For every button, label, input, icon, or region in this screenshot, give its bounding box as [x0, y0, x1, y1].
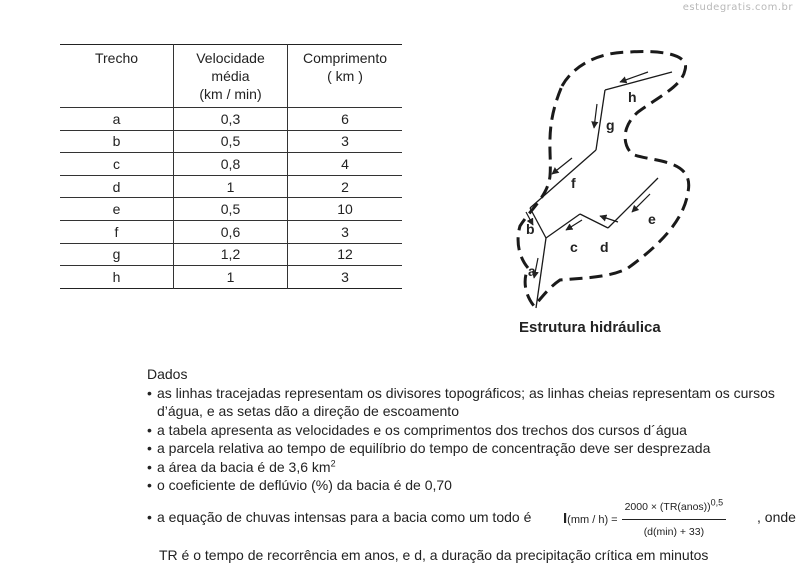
stream-network	[530, 72, 672, 308]
cell-comprimento: 3	[288, 130, 403, 153]
arrow-h	[620, 72, 648, 82]
cell-comprimento: 10	[288, 198, 403, 221]
table-row	[60, 175, 402, 198]
dados-section	[147, 365, 797, 544]
formula-suffix: , onde	[757, 508, 796, 525]
cell-trecho: d	[112, 178, 121, 195]
cell-trecho: f	[114, 223, 119, 240]
cell-velocidade: 1,2	[174, 243, 288, 266]
dados-bullet-5: • o coeficiente de deflúvio (%) da bacia é de 0,70	[147, 476, 797, 495]
label-h: h	[628, 89, 637, 105]
cell-trecho: c	[113, 155, 120, 172]
cell-trecho: b	[112, 133, 121, 150]
stream-g	[596, 90, 605, 150]
dados-bullet-6	[147, 496, 797, 544]
diagram-caption: Estrutura hidráulica	[519, 319, 661, 336]
header-velocidade: Velocidade média (km / min)	[174, 45, 288, 108]
header-trecho: Trecho	[94, 50, 139, 66]
stream-f	[530, 150, 596, 208]
table-row	[60, 266, 402, 289]
cell-velocidade: 0,5	[174, 198, 288, 221]
cell-velocidade: 1	[174, 175, 288, 198]
cell-trecho: g	[112, 246, 121, 263]
cell-velocidade: 0,3	[174, 108, 288, 131]
label-g: g	[606, 117, 615, 133]
table-header-row	[60, 45, 402, 108]
formula-lhs: I(mm / h) =	[563, 509, 618, 527]
cell-comprimento: 2	[288, 175, 403, 198]
cell-trecho: h	[112, 268, 121, 285]
watershed-diagram	[500, 40, 710, 315]
dados-bullet-3: • a parcela relativa ao tempo de equilíbrio do tempo de concentração deve ser desprezada	[147, 439, 797, 458]
stream-d	[580, 214, 608, 228]
cell-velocidade: 1	[174, 266, 288, 289]
arrow-d	[600, 216, 618, 222]
arrow-e	[632, 194, 650, 212]
cell-comprimento: 3	[288, 266, 403, 289]
watershed-divide	[518, 52, 689, 306]
stream-h	[605, 72, 672, 90]
rainfall-intensity-formula	[563, 496, 726, 544]
dados-bullet-2: • a tabela apresenta as velocidades e os comprimentos dos trechos dos cursos d´água	[147, 421, 797, 440]
cell-velocidade: 0,5	[174, 130, 288, 153]
label-e: e	[648, 211, 656, 227]
cell-velocidade: 0,6	[174, 220, 288, 243]
table-row	[60, 108, 402, 131]
dados-bullet-4: • a área da bacia é de 3,6 $km^2$	[147, 458, 797, 477]
velocity-length-table	[60, 44, 402, 289]
tr-definition: TR é o tempo de recorrência em anos, e d, a duração da precipitação crítica em minutos	[159, 547, 709, 563]
cell-velocidade: 0,8	[174, 153, 288, 176]
label-d: d	[600, 239, 609, 255]
dados-bullet-1: • as linhas tracejadas representam os divisores topográficos; as linhas cheias representam os cursos d’água, e as setas dão a direção de escoamento	[147, 384, 797, 421]
table-row	[60, 198, 402, 221]
table-row	[60, 130, 402, 153]
label-f: f	[571, 175, 576, 191]
stream-c	[546, 214, 580, 238]
dados-title: Dados	[147, 366, 188, 382]
label-b: b	[526, 221, 535, 237]
label-c: c	[570, 239, 578, 255]
formula-numerator: 2000 × (TR(anos))$^{0,5}$	[622, 498, 727, 521]
cell-trecho: e	[112, 201, 121, 218]
cell-comprimento: 6	[288, 108, 403, 131]
header-comprimento: Comprimento ( km )	[288, 45, 403, 108]
table-row	[60, 220, 402, 243]
cell-comprimento: 3	[288, 220, 403, 243]
formula-denominator: (d(min) + 33)	[643, 526, 705, 538]
arrow-f	[552, 158, 572, 174]
label-a: a	[528, 263, 536, 279]
arrow-g	[594, 104, 597, 128]
equation-intro: • a equação de chuvas intensas para a bacia como um todo é	[147, 508, 531, 527]
cell-trecho: a	[112, 110, 121, 127]
cell-comprimento: 12	[288, 243, 403, 266]
watermark: estudegratis.com.br	[682, 2, 793, 13]
table-row	[60, 243, 402, 266]
table-row	[60, 153, 402, 176]
cell-comprimento: 4	[288, 153, 403, 176]
formula-fraction	[622, 498, 727, 542]
